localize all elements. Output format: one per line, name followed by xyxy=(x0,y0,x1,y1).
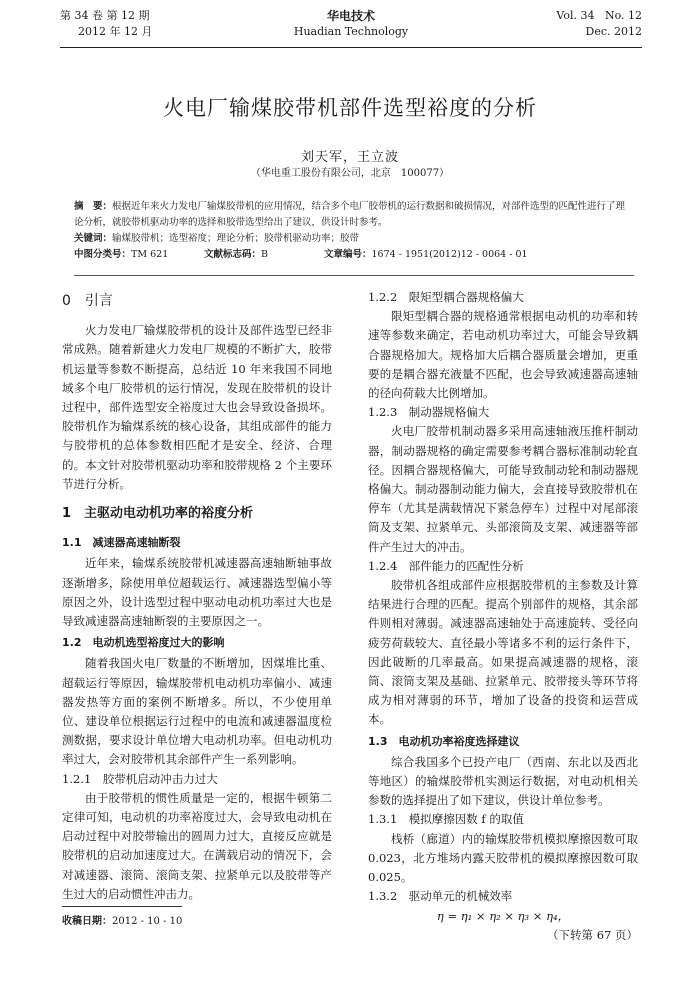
volume-cn: 第 34 卷 第 12 期 xyxy=(60,9,150,22)
keywords-label: 关键词： xyxy=(74,233,113,244)
section-1-2-1-paragraph: 由于胶带机的惯性质量是一定的，根据牛顿第二定律可知，电动机的功率裕度过大，会导致电动机在启动过程中对胶带输出的圆周力过大，直接反应就是胶带机的启动加速度过大。在满载启动的情况下，会对减速器、滚筒、滚筒支架、拉紧单元以及胶带等产生过大的启动惯性冲击力。 xyxy=(62,790,332,901)
clc-label: 中图分类号： xyxy=(74,249,132,260)
received-date-value: 2012 - 10 - 10 xyxy=(112,916,183,927)
date-en: Dec. 2012 xyxy=(585,25,642,38)
doc-code-label: 文献标志码： xyxy=(204,249,262,260)
section-1-3-paragraph: 综合我国多个已投产电厂（西南、东北以及西北等地区）的输煤胶带机实测运行数据，对电动机相关参数的选择提出了如下建议，供设计单位参考。 xyxy=(368,754,638,808)
keywords-text: 输煤胶带机；选型裕度；理论分析；胶带机驱动功率；胶带 xyxy=(112,233,360,244)
received-date-label: 收稿日期： xyxy=(62,916,112,927)
abstract-rule xyxy=(74,275,634,276)
header-rule xyxy=(60,47,642,48)
section-1-2-heading: 1.2 电动机选型裕度过大的影响 xyxy=(62,636,225,650)
authors: 刘天军，王立波 xyxy=(300,150,399,165)
running-header xyxy=(60,8,642,46)
received-date xyxy=(62,912,182,927)
section-1-3-heading: 1.3 电动机功率裕度选择建议 xyxy=(368,734,520,748)
section-1-2-2-paragraph: 限矩型耦合器的规格通常根据电动机的功率和转速等参数来确定，若电动机功率过大，可能会导致耦合器规格加大。规格加大后耦合器质量会增加，更重要的是耦合器充液量不匹配，也会导致减速器高速轴的径向荷载大比例增加。 xyxy=(368,309,638,401)
section-0-heading: 0 引言 xyxy=(62,293,113,309)
continued-note: （下转第 67 页） xyxy=(547,927,638,942)
date-cn: 2012 年 12 月 xyxy=(78,25,153,38)
keywords xyxy=(74,231,634,247)
section-1-heading: 1 主驱动电动机功率的裕度分析 xyxy=(62,506,254,522)
header-center xyxy=(60,8,642,40)
section-1-2-4-heading: 1.2.4 部件能力的匹配性分析 xyxy=(368,558,524,573)
article-no-label: 文章编号： xyxy=(324,249,372,260)
clc-value: TM 621 xyxy=(131,249,169,260)
section-1-2-paragraph: 随着我国火电厂数量的不断增加，因煤堆比重、超载运行等原因，输煤胶带机电动机功率偏小、减速器发热等方面的案例不断增多。所以，不少使用单位、建设单位根据运行过程中的电流和减速器温度检测数据，要求设计单位增大电动机功率。但电动机功率过大，会对胶带机其余部件产生一系列影响。 xyxy=(62,656,332,767)
section-1-2-1-heading: 1.2.1 胶带机启动冲击力过大 xyxy=(62,771,218,786)
paper-title: 火电厂输煤胶带机部件选型裕度的分析 xyxy=(163,96,537,120)
abstract-label: 摘 要： xyxy=(74,201,113,212)
right-column xyxy=(368,288,638,945)
section-0-paragraph: 火力发电厂输煤胶带机的设计及部件选型已经非常成熟。随着新建火力发电厂规模的不断扩大，胶带机运量等参数不断提高，总结近 10 年来我国不同地域多个电厂胶带机的运行情况，发现在胶带机的设计过程中，部件选型安全裕度过大也会导致设备损坏。胶带机作为输煤系统的核心设备，其组成部件的能力与胶带机的总体参数相匹配才是安全、经济、合理的。本文针对胶带机驱动功率和胶带规格 2 个主要环节进行分析。 xyxy=(62,323,332,491)
footnote-rule xyxy=(62,906,182,907)
classification-line xyxy=(74,247,634,263)
volume-en: Vol. 34 No. 12 xyxy=(556,9,642,22)
section-1-1-paragraph: 近年来，输煤系统胶带机减速器高速轴断轴事故逐渐增多，除使用单位超载运行、减速器选型偏小等原因之外，设计选型过程中驱动电动机功率过大也是导致减速器高速轴断裂的主要原因之一。 xyxy=(62,556,332,629)
abstract xyxy=(74,199,634,231)
article-no-value: 1674 - 1951(2012)12 - 0064 - 01 xyxy=(371,249,528,260)
left-column xyxy=(62,288,332,904)
header-right xyxy=(556,8,642,40)
section-1-2-4-paragraph: 胶带机各组成部件应根据胶带机的主参数及计算结果进行合理的匹配。提高个别部件的规格，其余部件则相对薄弱。减速器高速轴处于高速旋转、受径向疲劳荷载较大、直径最小等诸多不利的运行条件下，因此破断的几率最高。如果提高减速器的规格，滚筒、滚筒支架及基础、拉紧单元、胶带接头等环节将成为相对薄弱的环节，增加了设备的投资和运营成本。 xyxy=(368,578,638,727)
affiliation: （华电重工股份有限公司，北京 100077） xyxy=(250,168,450,179)
section-1-2-3-heading: 1.2.3 制动器规格偏大 xyxy=(368,405,490,420)
section-1-1-heading: 1.1 减速器高速轴断裂 xyxy=(62,536,181,550)
abstract-block xyxy=(74,199,634,263)
doc-code-value: B xyxy=(261,249,268,260)
efficiency-formula: η = η₁ × η₂ × η₃ × η₄， xyxy=(436,908,570,923)
section-1-2-3-paragraph: 火电厂胶带机制动器多采用高速轴液压推杆制动器，制动器规格的确定需要参考耦合器标准制动轮直径。因耦合器规格偏大，可能导致制动轮和制动器规格偏大。制动器制动能力偏大，会直接导致胶带机在停车（尤其是满载情况下紧急停车）过程中对尾部滚筒及支架、拉紧单元、头部滚筒及支架、减速器等部件产生过大的冲击。 xyxy=(368,424,638,554)
section-1-3-1-paragraph: 栈桥（廊道）内的输煤胶带机模拟摩擦因数可取 0.023，北方堆场内露天胶带机的模拟摩擦因数可取 0.025。 xyxy=(368,831,638,885)
journal-name-en: Huadian Technology xyxy=(293,25,409,38)
section-1-2-2-heading: 1.2.2 限矩型耦合器规格偏大 xyxy=(368,290,524,304)
journal-name-cn: 华电技术 xyxy=(326,9,375,23)
section-1-3-1-heading: 1.3.1 模拟摩擦因数 f 的取值 xyxy=(368,812,524,827)
section-1-3-2-heading: 1.3.2 驱动单元的机械效率 xyxy=(368,889,513,904)
abstract-text: 根据近年来火力发电厂输煤胶带机的应用情况，结合多个电厂胶带机的运行数据和破损情况，对部件选型的匹配性进行了理论分析，就胶带机驱动功率的选择和胶带选型给出了建议，供设计时参考。 xyxy=(74,201,626,228)
